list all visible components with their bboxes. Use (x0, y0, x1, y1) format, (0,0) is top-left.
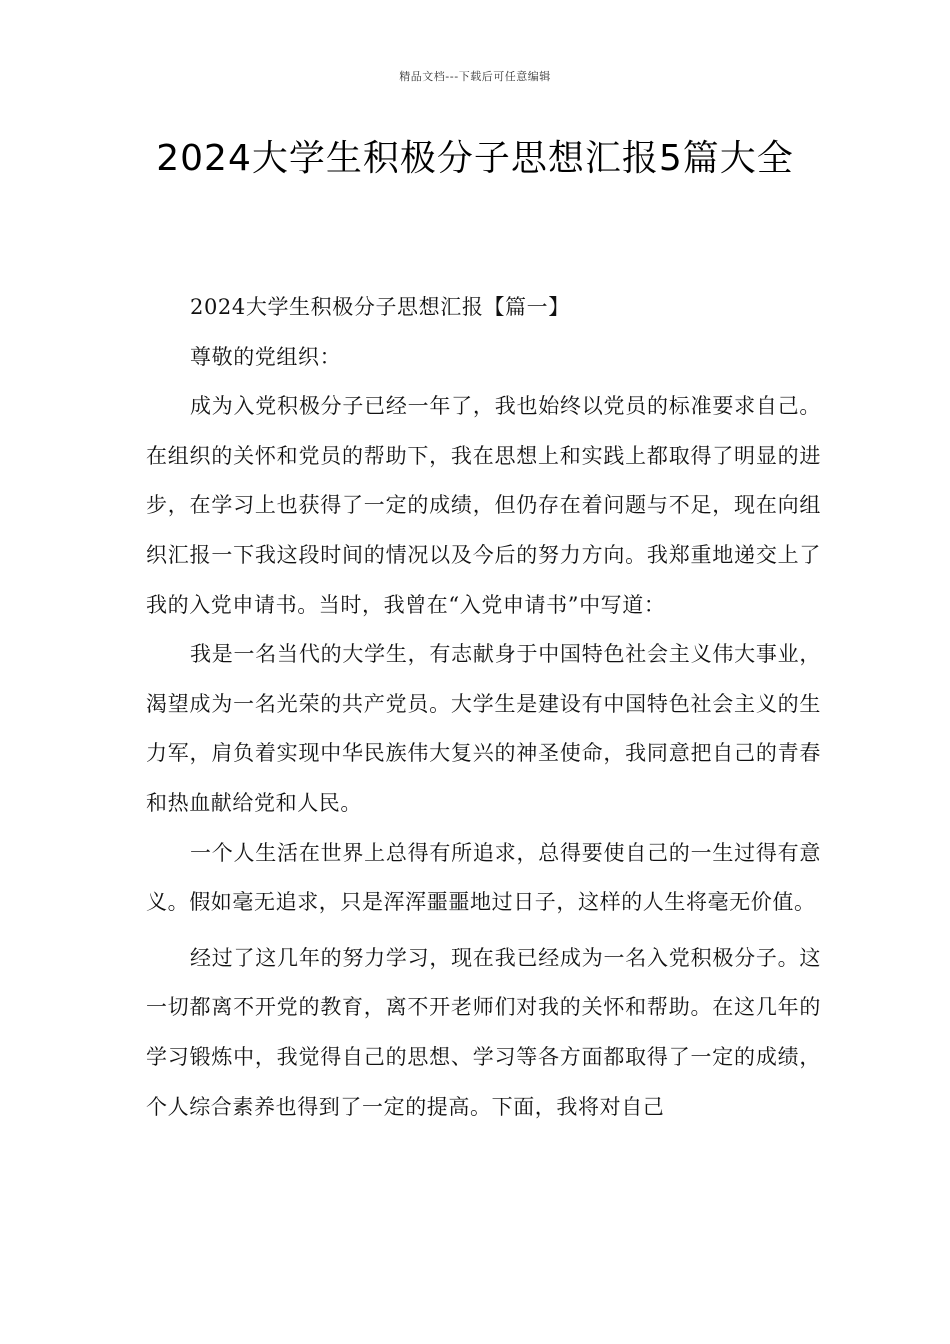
paragraph: 成为入党积极分子已经一年了，我也始终以党员的标准要求自己。在组织的关怀和党员的帮助下，我在思想上和实践上都取得了明显的进步，在学习上也获得了一定的成绩，但仍存在着问题与不足，现在向组织汇报一下我这段时间的情况以及今后的努力方向。我郑重地递交上了我的入党申请书。当时，我曾在“入党申请书”中写道： (146, 394, 821, 617)
salutation: 尊敬的党组织： (190, 344, 342, 369)
paragraph: 一个人生活在世界上总得有所追求，总得要使自己的一生过得有意义。假如毫无追求，只是浑浑噩噩地过日子，这样的人生将毫无价值。 (146, 840, 821, 915)
paragraph: 经过了这几年的努力学习，现在我已经成为一名入党积极分子。这一切都离不开党的教育，离不开老师们对我的关怀和帮助。在这几年的学习锻炼中，我觉得自己的思想、学习等各方面都取得了一定的成绩，个人综合素养也得到了一定的提高。下面，我将对自己 (146, 945, 821, 1119)
paragraph: 我是一名当代的大学生，有志献身于中国特色社会主义伟大事业，渴望成为一名光荣的共产党员。大学生是建设有中国特色社会主义的生力军，肩负着实现中华民族伟大复兴的神圣使命，我同意把自己的青春和热血献给党和人民。 (146, 642, 821, 815)
header-note: 精品文档---下载后可任意编辑 (399, 70, 551, 83)
section-heading: 2024大学生积极分子思想汇报【篇一】 (190, 295, 570, 319)
document-body (146, 283, 821, 1132)
document-title: 2024大学生积极分子思想汇报5篇大全 (156, 138, 794, 179)
